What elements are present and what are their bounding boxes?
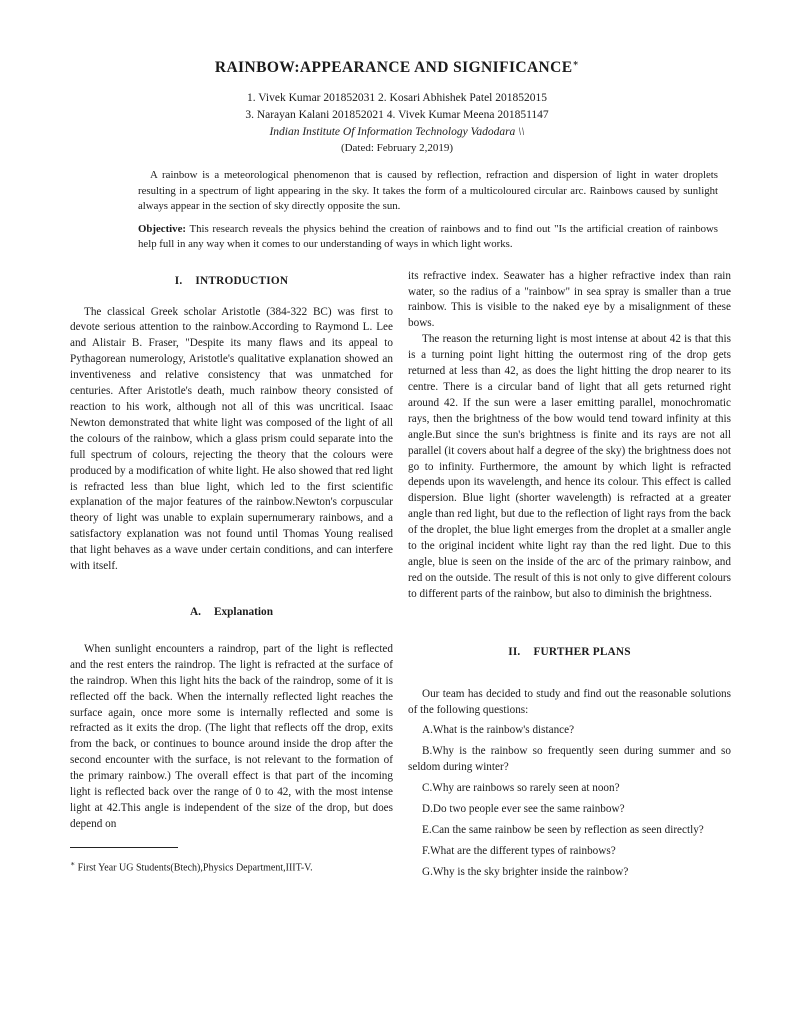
right-column <box>408 269 731 881</box>
title-footnote-marker: ∗ <box>572 58 580 68</box>
objective-paragraph <box>138 222 718 253</box>
date-line: (Dated: February 2,2019) <box>340 142 454 155</box>
author-line-1: 1. Vivek Kumar 201852031 2. Kosari Abhishek Patel 201852015 <box>247 92 547 105</box>
subsection-title-explanation: Explanation <box>213 605 273 618</box>
question-item-c: C.Why are rainbows so rarely seen at noon? <box>422 782 620 795</box>
right-paragraph-1: its refractive index. Seawater has a higher refractive index than rain water, so the radius of a "rainbow" in sea spray is smaller than a true rainbow. This is visible to the naked eye by a misalignment of these bows. <box>408 269 731 330</box>
paper-header <box>0 0 794 156</box>
left-column <box>70 269 393 881</box>
question-item-e: E.Can the same rainbow be seen by reflection as seen directly? <box>422 823 704 836</box>
intro-paragraph: The classical Greek scholar Aristotle (384-322 BC) was first to devote serious attention to the rainbow.According to Raymond L. Lee and Alistair B. Fraser, "Despite its many flaws and its appeal to Pythagorean numerology, Aristotle's qualitative explanation showed an inventiveness and relative consistency that was unmatched for centuries. After Aristotle's death, much rainbow theory consisted of reaction to his work, although not all of this was uncritical. Isaac Newton demonstrated that white light was composed of the light of all the colours of the rainbow, which a glass prism could separate into the full spectrum of colours, rejecting the theory that the colours were produced by a modification of white light. He also showed that red light is refracted less than blue light, which led to the first scientific explanation of the major features of the rainbow.Newton's corpuscular theory of light was unable to explain supernumerary rainbows, and a satisfactory explanation was not found until Thomas Young realised that light behaves as a wave under certain conditions, and can interfere with itself. <box>70 305 393 573</box>
right-paragraph-2: The reason the returning light is most intense at about 42 is that this is a turning point light hitting the outermost ring of the drop gets returned at less than 42, as does the light hitting the drop nearer to its centre. There is a circular band of light that all gets returned right around 42. If the sun were a laser emitting parallel, monochromatic rays, then the brightness of the bow would tend toward infinity at this angle.But since the sun's brightness is finite and its rays are not all parallel (it covers about half a degree of the sky) the brightness does not go to infinity. Furthermore, the amount by which light is refracted depends upon its wavelength, and hence its colour. This effect is called dispersion. Blue light (shorter wavelength) is refracted at a greater angle than red light, but due to the reflection of light rays from the back of the droplet, the blue light emerges from the droplet at a smaller angle to the original incident white light ray than the red light. Due to this angle, blue is seen on the inside of the arc of the primary rainbow, and red on the outside. The result of this is not only to give different colours to different parts of the rainbow, but also to diminish the brightness. <box>408 333 731 600</box>
section-title-further-plans: FURTHER PLANS <box>533 645 631 658</box>
section-heading-introduction <box>70 274 393 290</box>
objective-text: This research reveals the physics behind the creation of rainbows and to find out "Is the artificial creation of rainbows help full in any way when it comes to our understanding of ways in which light works. <box>138 222 718 251</box>
section-number-further-plans: II. <box>508 645 521 658</box>
further-plans-intro: Our team has decided to study and find out the reasonable solutions of the following questions: <box>408 687 731 716</box>
paper-title-text: RAINBOW:APPEARANCE AND SIGNIFICANCE <box>214 59 573 77</box>
objective-label: Objective: <box>138 222 186 235</box>
two-column-body <box>0 269 794 881</box>
explanation-paragraph: When sunlight encounters a raindrop, part of the light is reflected and the rest enters the raindrop. The light is refracted at the surface of the raindrop. When this light hits the back of the raindrop, some of it is reflected off the back. When the internally reflected light reaches the surface again, once more some is internally reflected and some is refracted as it exits the drop. (The light that reflects off the drop, exits from the back, or continues to bounce around inside the drop after the second encounter with the surface, is not relevant to the formation of the primary rainbow.) The overall effect is that part of the incoming light is reflected back over the range of 0 to 42, with the most intense light at 42.This angle is independent of the size of the drop, but does depend on <box>70 642 393 830</box>
footnote-rule <box>70 847 178 848</box>
author-line-2: 3. Narayan Kalani 201852021 4. Vivek Kumar Meena 201851147 <box>245 109 549 122</box>
paper-title <box>0 58 794 77</box>
affiliation: Indian Institute Of Information Technology Vadodara \\ <box>269 126 525 139</box>
question-item-g: G.Why is the sky brighter inside the rainbow? <box>422 865 629 878</box>
abstract-block <box>138 168 718 253</box>
section-number-introduction: I. <box>174 274 183 287</box>
subsection-heading-explanation <box>70 605 393 621</box>
footnote <box>70 857 393 874</box>
section-heading-further-plans <box>408 645 731 661</box>
footnote-marker: ∗ <box>70 858 76 868</box>
question-item-b: B.Why is the rainbow so frequently seen during summer and so seldom during winter? <box>408 745 731 774</box>
footnote-text: First Year UG Students(Btech),Physics Department,IIIT-V. <box>75 862 313 874</box>
question-item-a: A.What is the rainbow's distance? <box>422 724 575 737</box>
subsection-number-explanation: A. <box>189 605 201 618</box>
question-item-d: D.Do two people ever see the same rainbow? <box>422 803 625 816</box>
question-item-f: F.What are the different types of rainbows? <box>422 844 616 857</box>
section-title-introduction: INTRODUCTION <box>195 274 289 287</box>
abstract-text: A rainbow is a meteorological phenomenon that is caused by reflection, refraction and dispersion of light in water droplets resulting in a spectrum of light appearing in the sky. It takes the form of a multicoloured circular arc. Rainbows caused by sunlight always appear in the section of sky directly opposite the sun. <box>138 169 718 213</box>
